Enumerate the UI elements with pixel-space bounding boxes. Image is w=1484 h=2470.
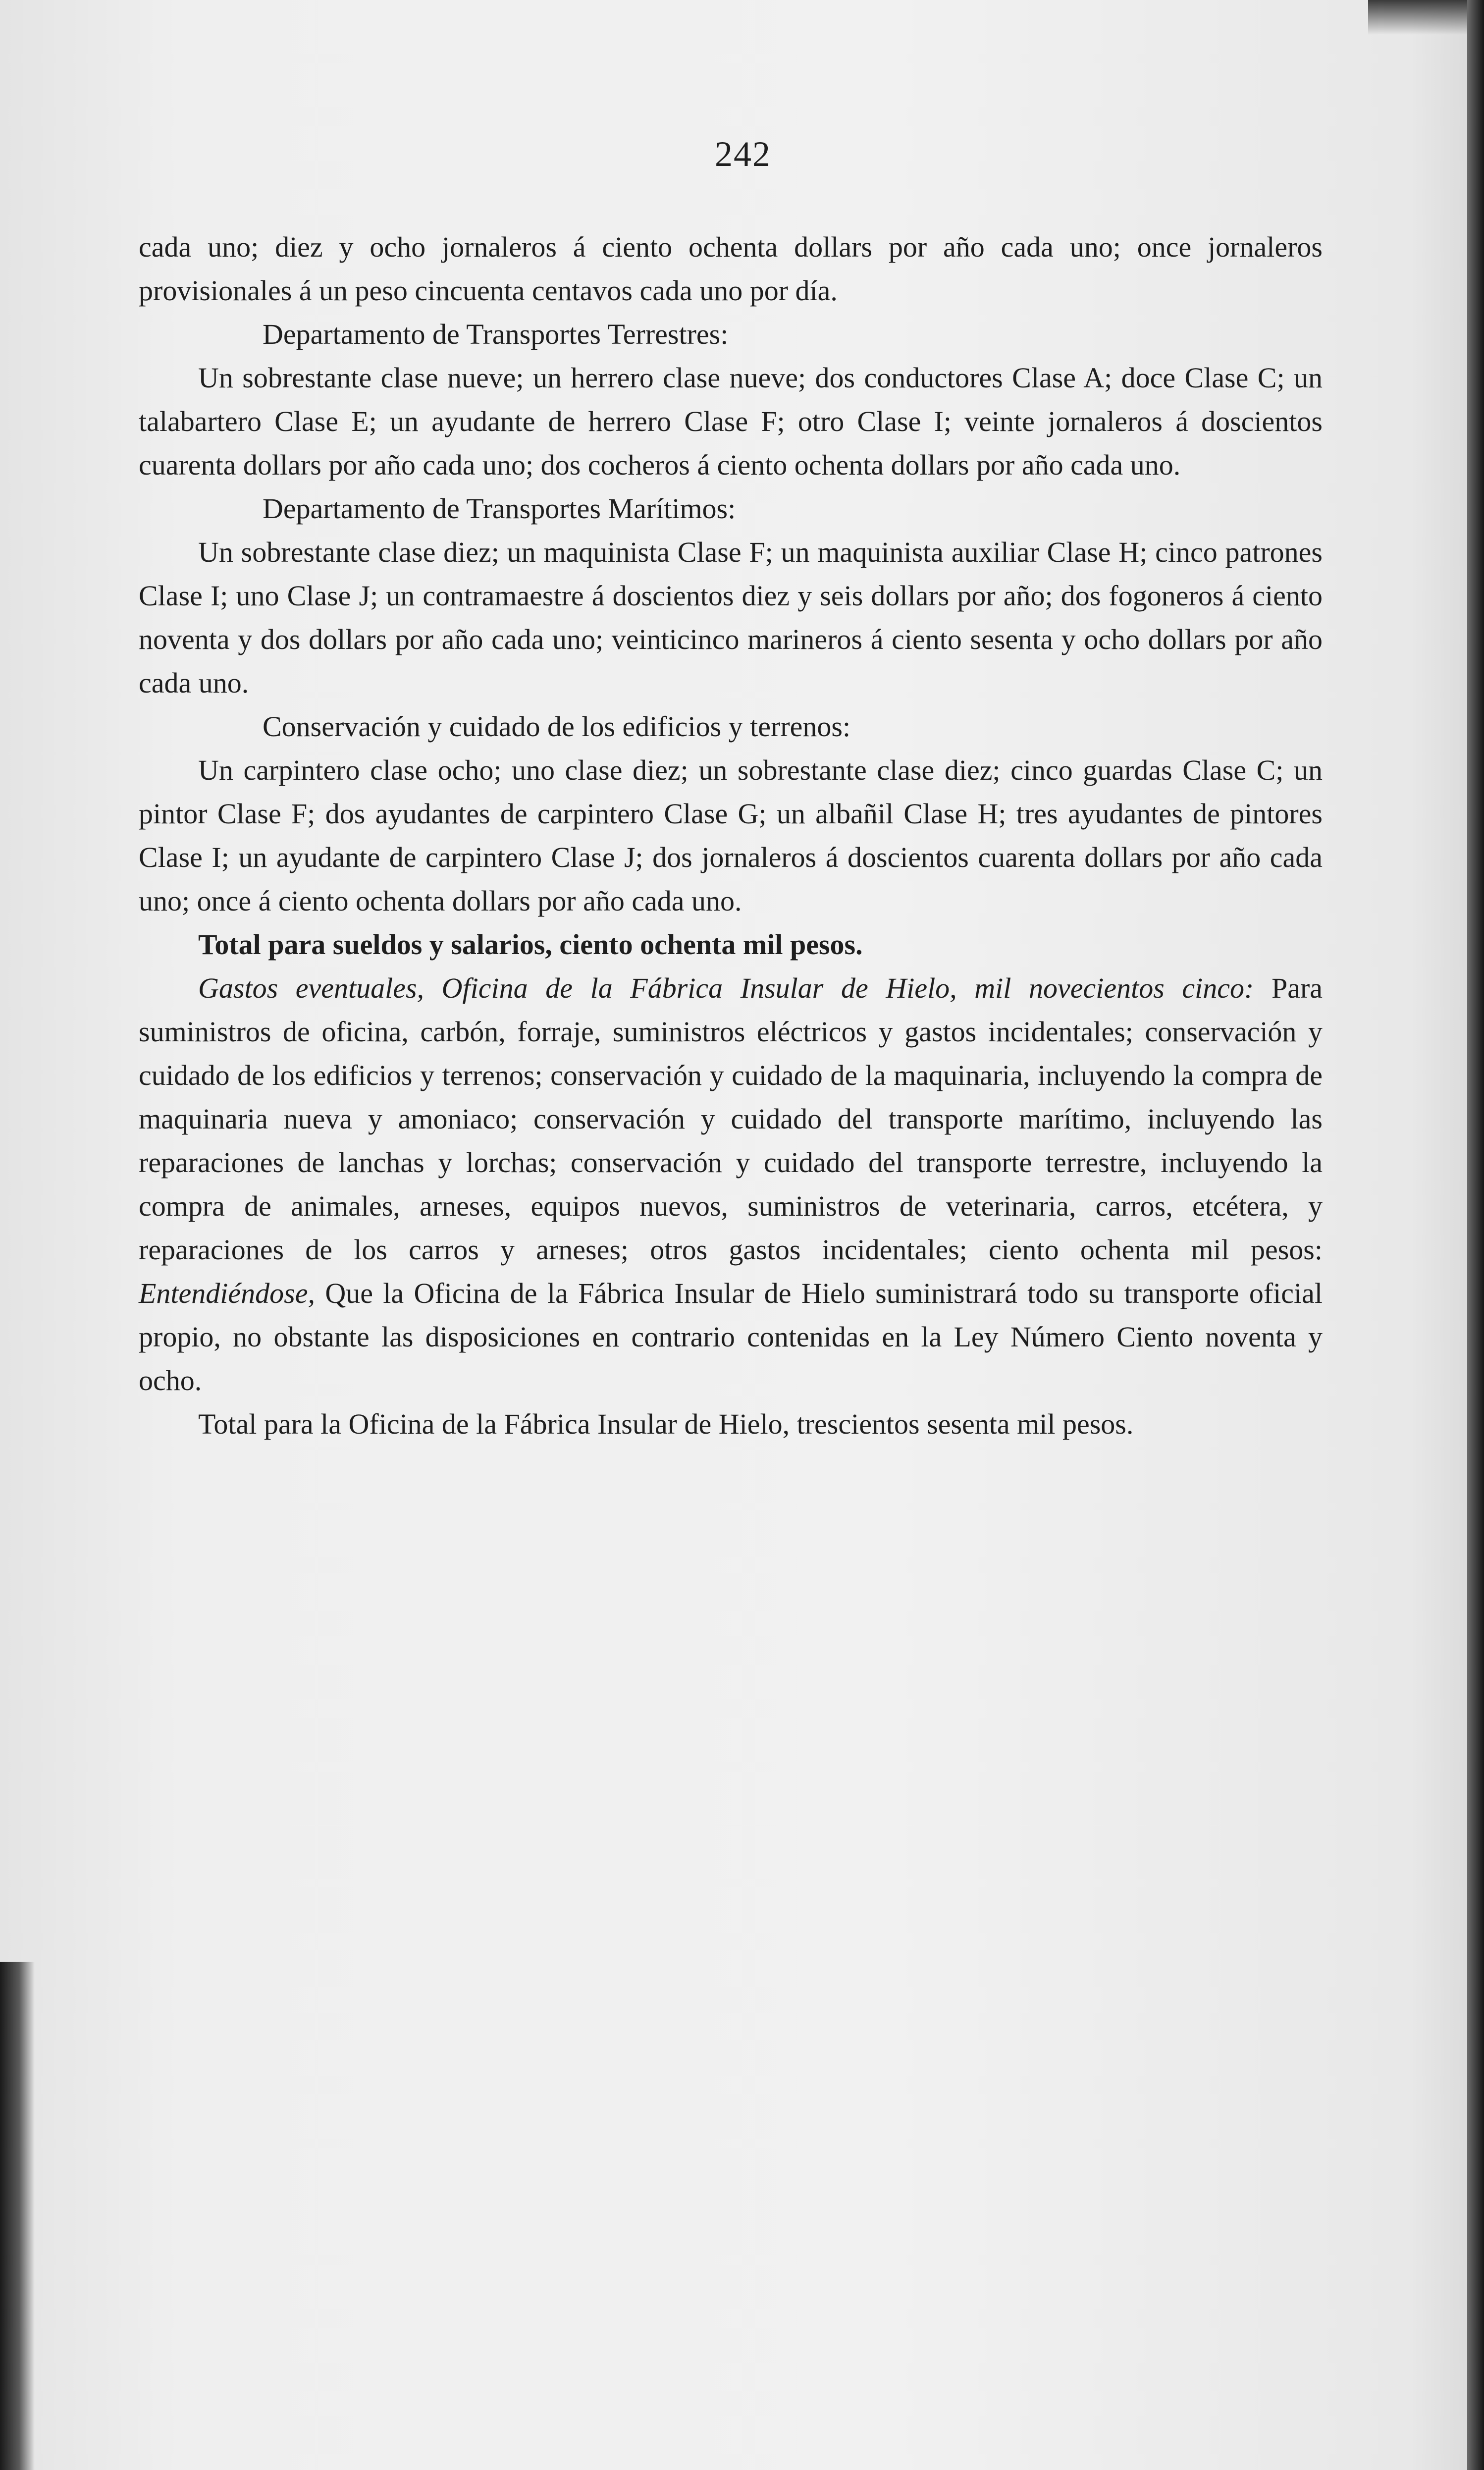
gastos-body: Para suministros de oficina, carbón, forraje, suministros eléctricos y gastos incidentales; conservación y cuidado de los edificios y terrenos; conservación y cuidado de la maquinaria, incluyendo la compra de maquinaria nueva y amoniaco; conservación y cuidado del transporte marítimo, incluyendo las reparaciones de lanchas y lorchas; conservación y cuidado del transporte terrestre, incluyendo la compra de animales, arneses, equipos nuevos, suministros de veterinaria, carros, etcétera, y reparaciones de los carros y arneses; otros gastos incidentales; ciento ochenta mil pesos: (139, 972, 1323, 1266)
total-sueldos-salarios: Total para sueldos y salarios, ciento ochenta mil pesos. (198, 928, 863, 961)
page-edge-shadow-left (0, 1962, 35, 2470)
section-heading-transportes-terrestres: Departamento de Transportes Terrestres: (263, 318, 729, 350)
paragraph-transportes-maritimos: Un sobrestante clase diez; un maquinista Clase F; un maquinista auxiliar Clase H; cinco patrones Clase I; uno Clase J; un contramaestre á doscientos diez y seis dollars por año; dos fogoneros á ciento noventa y dos dollars por año cada uno; veinticinco marineros á ciento sesenta y ocho dollars por año cada uno. (139, 536, 1323, 699)
section-heading-conservacion: Conservación y cuidado de los edificios y terrenos: (263, 710, 851, 743)
total-oficina-hielo: Total para la Oficina de la Fábrica Insular de Hielo, trescientos sesenta mil pesos. (198, 1408, 1134, 1440)
paragraph-conservacion: Un carpintero clase ocho; uno clase diez; un sobrestante clase diez; cinco guardas Clase C; un pintor Clase F; dos ayudantes de carpintero Clase G; un albañil Clase H; tres ayudantes de pintores Clase I; un ayudante de carpintero Clase J; dos jornaleros á doscientos cuarenta dollars por año cada uno; once á ciento ochenta dollars por año cada uno. (139, 754, 1323, 917)
paragraph-gastos-eventuales (139, 967, 1323, 1402)
section-heading-transportes-maritimos: Departamento de Transportes Marítimos: (263, 492, 736, 525)
paragraph-transportes-terrestres: Un sobrestante clase nueve; un herrero clase nueve; dos conductores Clase A; doce Clase C; un talabartero Clase E; un ayudante de herrero Clase F; otro Clase I; veinte jornaleros á doscientos cuarenta dollars por año cada uno; dos cocheros á ciento ochenta dollars por año cada uno. (139, 362, 1323, 481)
paragraph-continuation: cada uno; diez y ocho jornaleros á ciento ochenta dollars por año cada uno; once jornaleros provisionales á un peso cincuenta centavos cada uno por día. (139, 231, 1323, 307)
document-body (139, 225, 1323, 1446)
proviso-text: Que la Oficina de la Fábrica Insular de Hielo suministrará todo su transporte oficial propio, no obstante las disposiciones en contrario contenidas en la Ley Número Ciento noventa y ocho. (139, 1277, 1323, 1396)
proviso-label: Entendiéndose, (139, 1277, 315, 1309)
page-edge-shadow-right (1467, 0, 1484, 2470)
gastos-title: Gastos eventuales, Oficina de la Fábrica Insular de Hielo, mil novecientos cinco: (198, 972, 1254, 1004)
page-number: 242 (715, 134, 771, 174)
page-corner-shadow (1368, 0, 1467, 35)
